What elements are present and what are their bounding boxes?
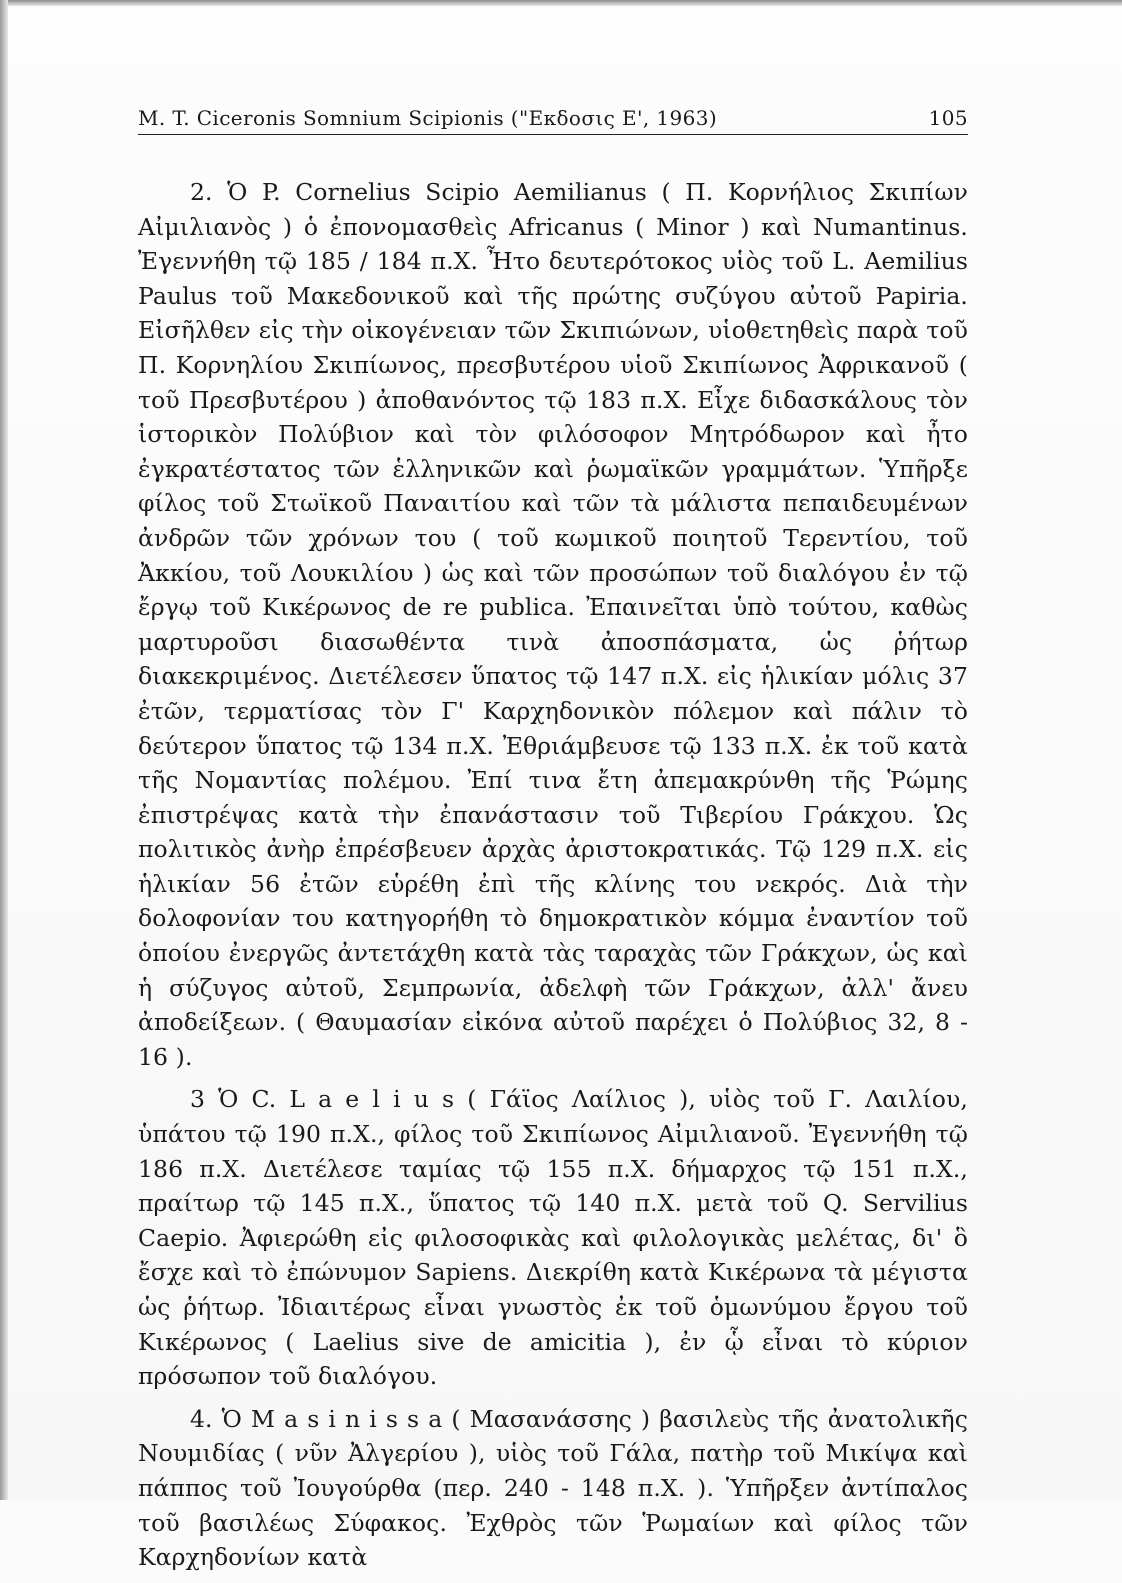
page-number: 105: [928, 106, 968, 130]
page-binding-shadow: [0, 0, 8, 1500]
page-top-shadow: [0, 0, 1122, 6]
header-title: M. T. Ciceronis Somnium Scipionis ("Εκδοσις Ε', 1963): [138, 106, 718, 130]
running-header: [138, 106, 968, 135]
note-3-paragraph: 3 Ὁ C. L a e l i u s ( Γάϊος Λαίλιος ), υἱὸς τοῦ Γ. Λαιλίου, ὑπάτου τῷ 190 π.Χ., φίλος τοῦ Σκιπίωνος Αἰμιλιανοῦ. Ἐγεννήθη τῷ 186 π.Χ. Διετέλεσε ταμίας τῷ 155 π.Χ. δήμαρχος τῷ 151 π.Χ., πραίτωρ τῷ 145 π.Χ., ὕπατος τῷ 140 π.Χ. μετὰ τοῦ Q. Servilius Caepio. Ἀφιερώθη εἰς φιλοσοφικὰς καὶ φιλολογικὰς μελέτας, δι' ὃ ἔσχε καὶ τὸ ἐπώνυμον Sapiens. Διεκρίθη κατὰ Κικέρωνα τὰ μέγιστα ὡς ῥήτωρ. Ἰδιαιτέρως εἶναι γνωστὸς ἐκ τοῦ ὁμωνύμου ἔργου τοῦ Κικέρωνος ( Laelius sive de amicitia ), ἐν ᾧ εἶναι τὸ κύριον πρόσωπον τοῦ διαλόγου.: [138, 1085, 968, 1391]
notes-body: [138, 175, 968, 1583]
note-4-paragraph: 4. Ὁ M a s i n i s s a ( Μασανάσσης ) βασιλεὺς τῆς ἀνατολικῆς Νουμιδίας ( νῦν Ἀλγερίου ), υἱὸς τοῦ Γάλα, πατὴρ τοῦ Μικίψα καὶ πάππος τοῦ Ἰουγούρθα (περ. 240 - 148 π.Χ. ). Ὑπῆρξεν ἀντίπαλος τοῦ βασιλέως Σύφακος. Ἐχθρὸς τῶν Ῥωμαίων καὶ φίλος τῶν Καρχηδονίων κατὰ: [138, 1404, 968, 1572]
note-2-paragraph: 2. Ὁ P. Cornelius Scipio Aemilianus ( Π. Κορνήλιος Σκιπίων Αἰμιλιανὸς ) ὁ ἐπονομασθεὶς Africanus ( Minor ) καὶ Numantinus. Ἐγεννήθη τῷ 185 / 184 π.Χ. Ἦτο δευτερότοκος υἱὸς τοῦ L. Aemilius Paulus τοῦ Μακεδονικοῦ καὶ τῆς πρώτης συζύγου αὐτοῦ Papiria. Εἰσῆλθεν εἰς τὴν οἰκογένειαν τῶν Σκιπιώνων, υἱοθετηθεὶς παρὰ τοῦ Π. Κορνηλίου Σκιπίωνος, πρεσβυτέρου υἱοῦ Σκιπίωνος Ἀφρικανοῦ ( τοῦ Πρεσβυτέρου ) ἀποθανόντος τῷ 183 π.Χ. Εἶχε διδασκάλους τὸν ἱστορικὸν Πολύβιον καὶ τὸν φιλόσοφον Μητρόδωρον καὶ ἦτο ἐγκρατέστατος τῶν ἑλληνικῶν καὶ ῥωμαϊκῶν γραμμάτων. Ὑπῆρξε φίλος τοῦ Στωϊκοῦ Παναιτίου καὶ τῶν τὰ μάλιστα πεπαιδευμένων ἀνδρῶν τῶν χρόνων του ( τοῦ κωμικοῦ ποιητοῦ Τερεντίου, τοῦ Ἀκκίου, τοῦ Λουκιλίου ) ὡς καὶ τῶν προσώπων τοῦ διαλόγου ἐν τῷ ἔργῳ τοῦ Κικέρωνος de re publica. Ἐπαινεῖται ὑπὸ τούτου, καθὼς μαρτυροῦσι διασωθέντα τινὰ ἀποσπάσματα, ὡς ῥήτωρ διακεκριμένος. Διετέλεσεν ὕπατος τῷ 147 π.Χ. εἰς ἡλικίαν μόλις 37 ἐτῶν, τερματίσας τὸν Γ' Καρχηδονικὸν πόλεμον καὶ πάλιν τὸ δεύτερον ὕπατος τῷ 134 π.Χ. Ἐθριάμβευσε τῷ 133 π.Χ. ἐκ τοῦ κατὰ τῆς Νομαντίας πολέμου. Ἐπί τινα ἔτη ἀπεμακρύνθη τῆς Ῥώμης ἐπιστρέψας κατὰ τὴν ἐπανάστασιν τοῦ Τιβερίου Γράκχου. Ὡς πολιτικὸς ἀνὴρ ἐπρέσβευεν ἀρχὰς ἀριστοκρατικάς. Τῷ 129 π.Χ. εἰς ἡλικίαν 56 ἐτῶν εὑρέθη ἐπὶ τῆς κλίνης του νεκρός. Διὰ τὴν δολοφονίαν του κατηγορήθη τὸ δημοκρατικὸν κόμμα ἐναντίον τοῦ ὁποίου ἐνεργῶς ἀντετάχθη κατὰ τὰς ταραχὰς τῶν Γράκχων, ὡς καὶ ἡ σύζυγος αὐτοῦ, Σεμπρωνία, ἀδελφὴ τῶν Γράκχων, ἀλλ' ἄνευ ἀποδείξεων. ( Θαυμασίαν εἰκόνα αὐτοῦ παρέχει ὁ Πολύβιος 32, 8 - 16 ).: [138, 178, 968, 1071]
